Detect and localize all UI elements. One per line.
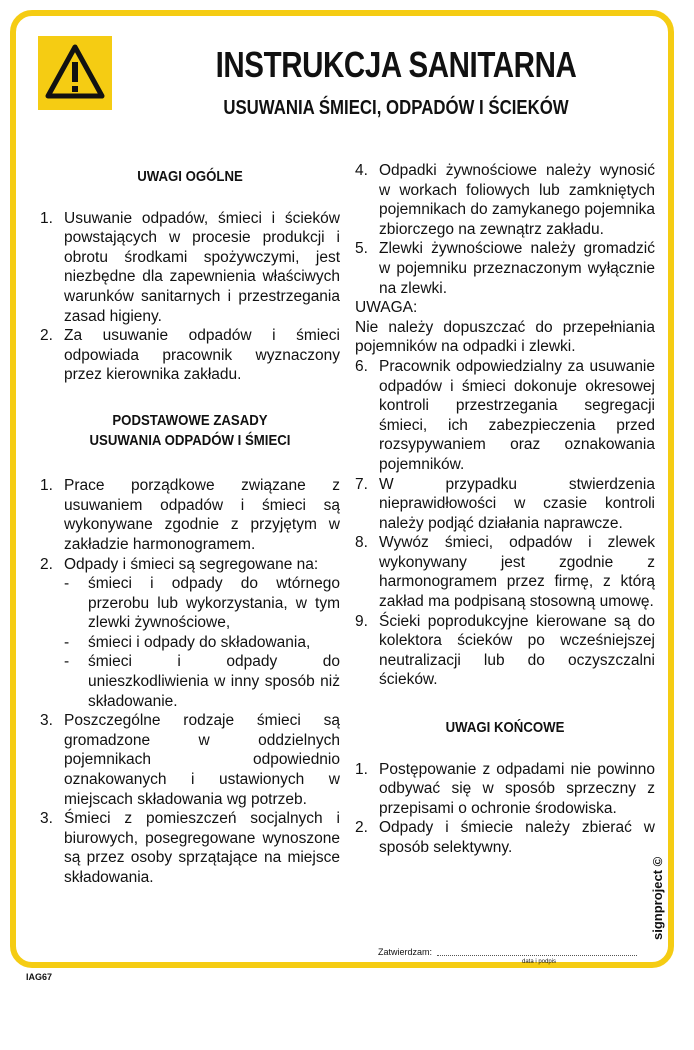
left-column xyxy=(40,167,340,888)
approve-label: Zatwierdzam: xyxy=(378,947,433,957)
list-item xyxy=(40,209,340,327)
list-item xyxy=(40,711,340,809)
signature-line xyxy=(437,955,637,956)
list-item xyxy=(355,612,655,690)
list-item xyxy=(40,326,340,385)
item-text: Odpady i śmiecie należy zbierać w sposób selektywny. xyxy=(379,819,655,856)
item-text: Postępowanie z odpadami nie powinno odbywać się w sposób sprzeczny z przepisami o ochronie środowiska. xyxy=(379,760,655,817)
item-text: Śmieci z pomieszczeń socjalnych i biurowych, posegregowane wynoszone są przez osoby sprzątające na miejsce składowania. xyxy=(64,810,340,886)
item-number: 9. xyxy=(355,612,368,630)
sub-list xyxy=(40,574,340,711)
item-text: W przypadku stwierdzenia nieprawidłowości w czasie kontroli należy podjąć działania naprawcze. xyxy=(379,475,655,532)
product-code: IAG67 xyxy=(26,972,53,982)
warning-icon xyxy=(38,36,112,110)
list-item xyxy=(355,161,655,239)
sub-list-item xyxy=(64,574,340,633)
item-text: Poszczególne rodzaje śmieci są gromadzone w oddzielnych pojemnikach odpowiednio oznakowanych i ustawionych w miejscach składowania wg potrzeb. xyxy=(64,712,340,808)
brand-text: signproject © xyxy=(650,856,665,940)
item-text: Zlewki żywnościowe należy gromadzić w pojemniku przeznaczonym wyłącznie na zlewki. xyxy=(379,240,655,297)
item-text: Odpady i śmieci są segregowane na: xyxy=(64,555,319,573)
item-number: 1. xyxy=(40,209,53,227)
item-number: 4. xyxy=(355,162,368,179)
list-item xyxy=(40,476,340,554)
list-item xyxy=(355,239,655,298)
item-text: Prace porządkowe związane z usuwaniem odpadów i śmieci są wykonywane zgodnie z przyjętym w zakładzie harmonogramem. xyxy=(64,477,340,553)
section-heading-final: UWAGI KOŃCOWE xyxy=(445,719,565,737)
list-item xyxy=(355,357,655,475)
dash: - xyxy=(64,633,70,651)
section-heading-general: UWAGI OGÓLNE xyxy=(137,168,243,185)
item-number: 3. xyxy=(40,810,53,828)
list-item xyxy=(40,809,340,887)
item-number: 2. xyxy=(40,327,53,345)
sub-list-item xyxy=(64,652,340,711)
page-subtitle: USUWANIA ŚMIECI, ODPADÓW I ŚCIEKÓW xyxy=(223,97,569,119)
item-number: 2. xyxy=(40,555,53,573)
list-item xyxy=(355,533,655,611)
warning-sign xyxy=(38,36,112,110)
sub-item-text: śmieci i odpady do unieszkodliwienia w inny sposób niż składowanie. xyxy=(88,653,340,710)
list-item xyxy=(355,818,655,857)
item-number: 5. xyxy=(355,240,368,258)
item-number: 1. xyxy=(355,760,368,778)
item-number: 7. xyxy=(355,475,368,493)
item-number: 1. xyxy=(40,477,53,495)
item-number: 8. xyxy=(355,534,368,552)
warning-label: UWAGA: xyxy=(355,299,418,317)
sub-item-text: śmieci i odpady do składowania, xyxy=(88,633,311,651)
list-item xyxy=(355,475,655,534)
item-text: Odpadki żywnościowe należy wynosić w workach foliowych lub zamkniętych pojemnikach do zamykanego pojemnika zbiorczego na zewnątrz zakładu. xyxy=(379,162,655,238)
list-item xyxy=(355,760,655,819)
sub-item-text: śmieci i odpady do wtórnego przerobu lub wykorzystania, w tym zlewki żywnościowe, xyxy=(88,575,340,632)
item-number: 3. xyxy=(40,712,53,730)
item-text: Za usuwanie odpadów i śmieci odpowiada pracownik wyznaczony przez kierownika zakładu. xyxy=(64,327,340,384)
section-heading-rules-line1: PODSTAWOWE ZASADY xyxy=(112,411,268,429)
dash: - xyxy=(64,575,70,593)
item-text: Ścieki poprodukcyjne kierowane są do kolektora ścieków po wcześniejszej neutralizacji lub do oczyszczalni ścieków. xyxy=(379,612,655,689)
section-heading-rules-line2: USUWANIA ODPADÓW I ŚMIECI xyxy=(89,431,291,449)
item-number: 2. xyxy=(355,819,368,837)
list-item xyxy=(40,555,340,575)
item-number: 6. xyxy=(355,357,368,375)
item-text: Usuwanie odpadów, śmieci i ścieków powstających w procesie produkcji i obrotu środkami spożywczymi, jest niezbędne dla zapewnienia właściwych warunków sanitarnych i przestrzegania zasad higieny. xyxy=(64,209,340,325)
date-sign-label: data i podpis xyxy=(522,959,557,965)
right-column xyxy=(355,161,655,858)
sub-list-item xyxy=(64,633,340,653)
dash: - xyxy=(64,653,70,671)
warning-text: Nie należy dopuszczać do przepełniania pojemników na odpadki i zlewki. xyxy=(355,318,655,356)
brand-wrap xyxy=(650,856,670,1050)
item-text: Wywóz śmieci, odpadów i zlewek wykonywany jest zgodnie z harmonogramem przez firmę, z którą zakład ma podpisaną stosowną umowę. xyxy=(379,534,655,611)
page-title: INSTRUKCJA SANITARNA xyxy=(215,44,577,85)
item-text: Pracownik odpowiedzialny za usuwanie odpadów i śmieci dokonuje okresowej kontroli przestrzegania segregacji śmieci, ich zabezpieczenia przed rozsypywaniem oraz oznakowania pojemników. xyxy=(379,357,655,473)
